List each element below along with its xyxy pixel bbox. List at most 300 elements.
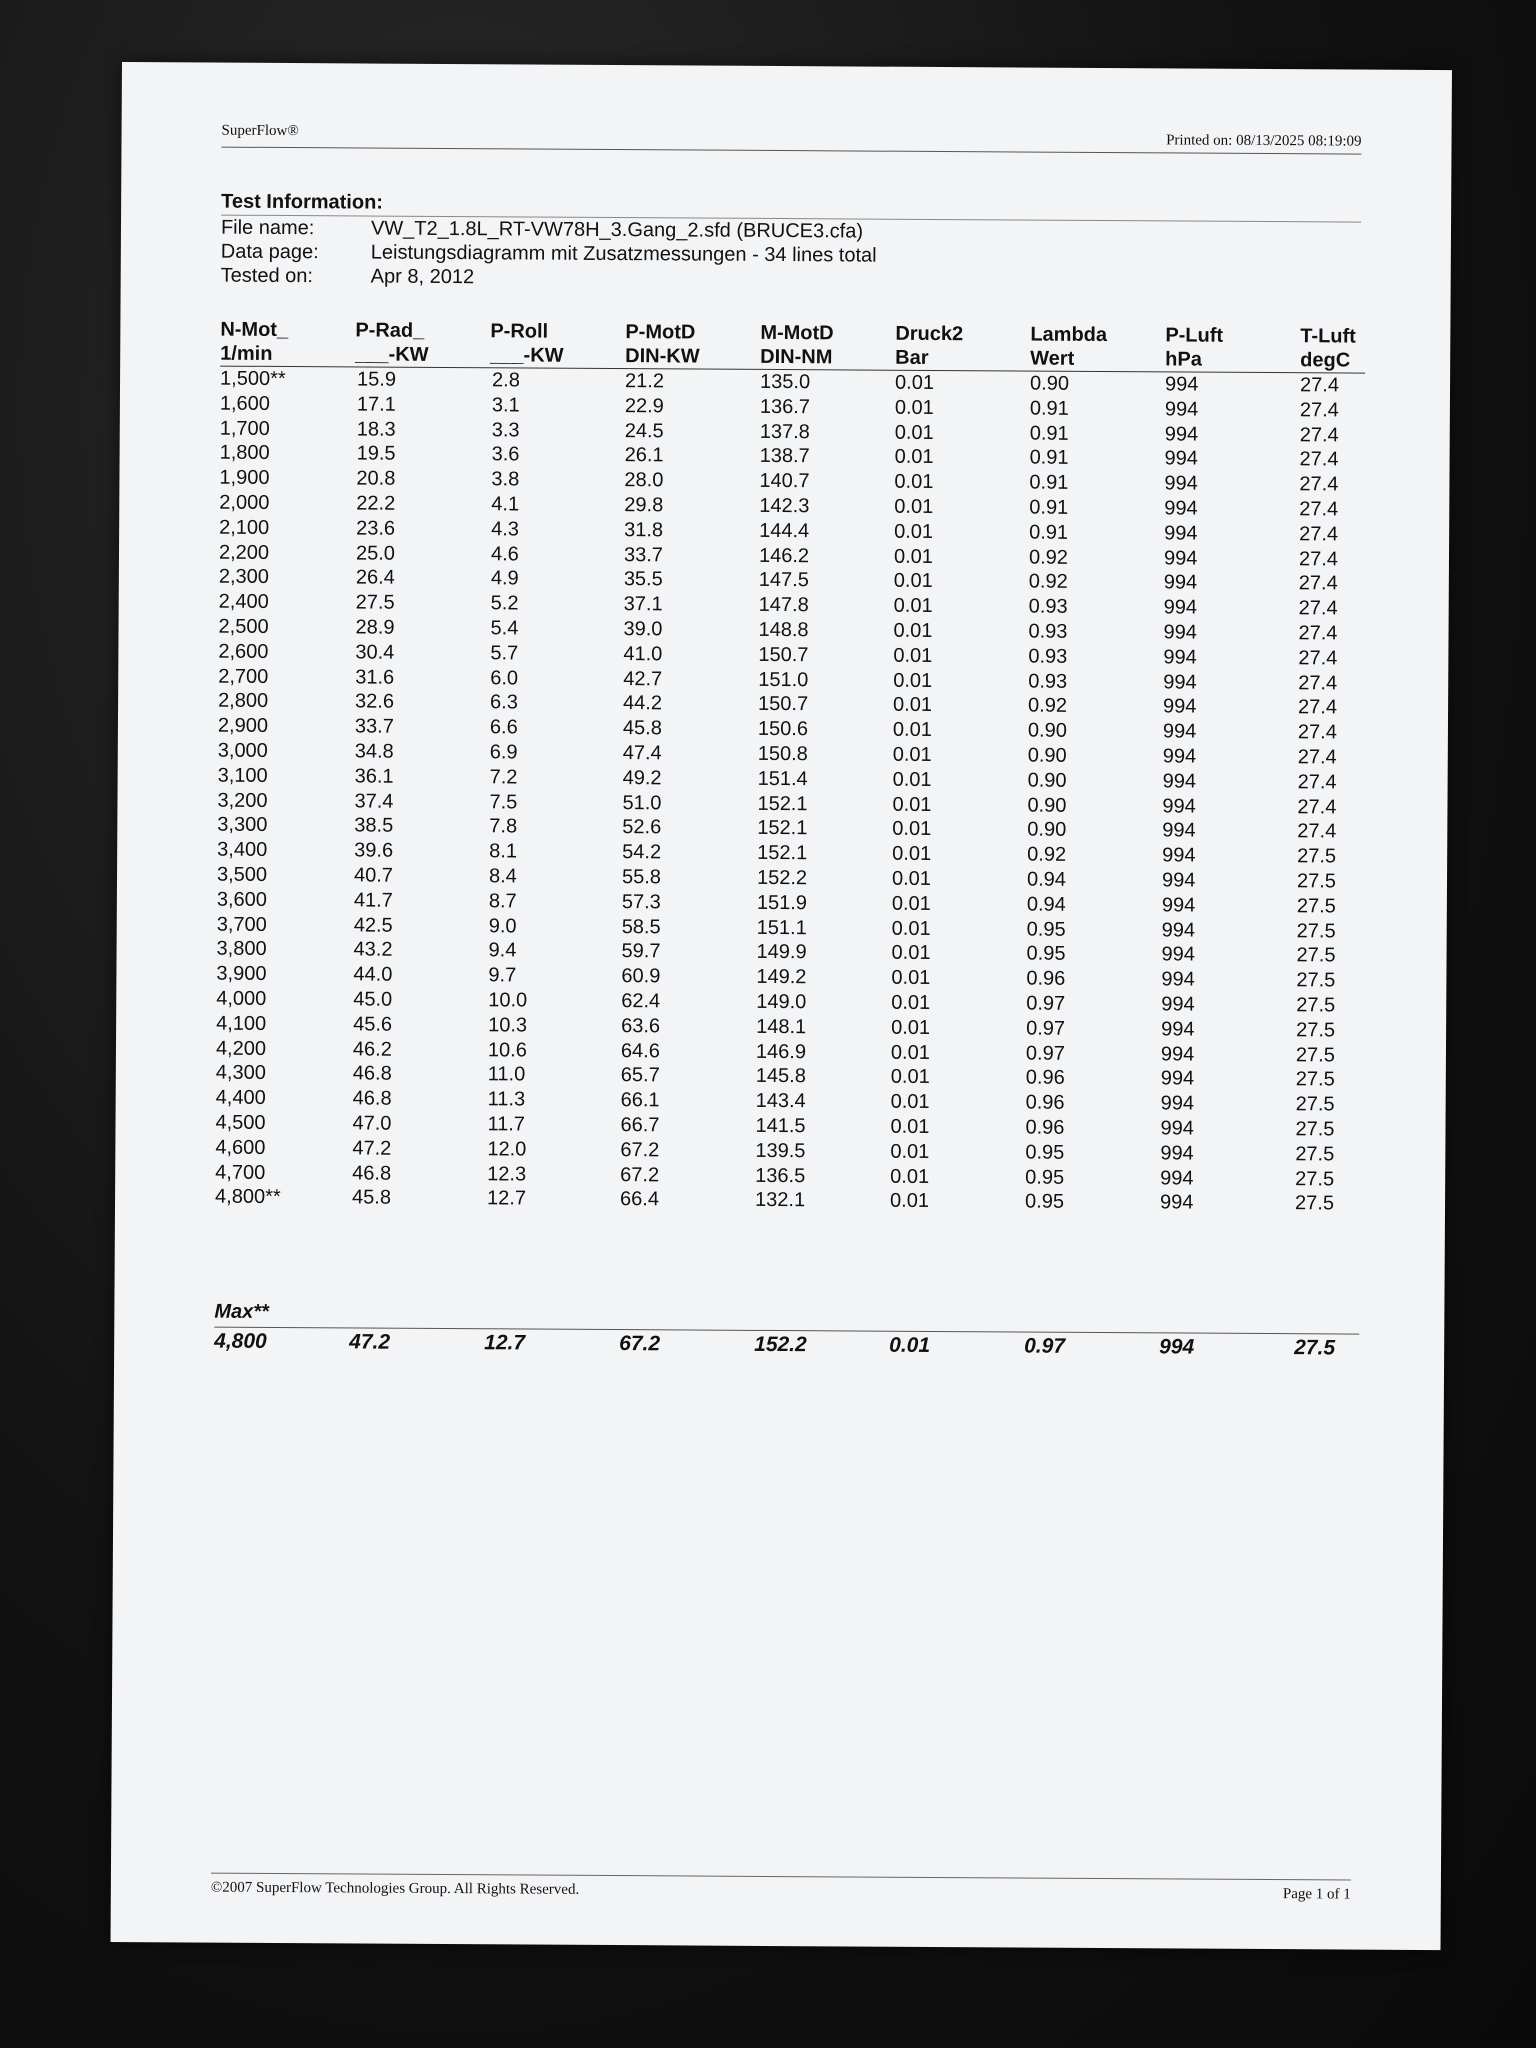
table-cell: 2,000	[219, 491, 270, 514]
column-header-line2: Wert	[1030, 347, 1075, 370]
table-cell: 4,700	[215, 1161, 266, 1184]
max-cell: 47.2	[349, 1330, 391, 1354]
table-cell: 0.01	[892, 842, 932, 866]
table-cell: 994	[1160, 1092, 1195, 1115]
table-cell: 42.5	[353, 913, 393, 937]
table-cell: 0.01	[892, 743, 932, 766]
table-cell: 58.5	[621, 915, 661, 938]
table-cell: 11.3	[487, 1088, 526, 1111]
table-cell: 3,600	[216, 888, 268, 911]
table-cell: 17.1	[356, 393, 396, 416]
table-cell: 55.8	[621, 866, 662, 889]
table-cell: 137.8	[759, 420, 810, 443]
max-cell: 27.5	[1294, 1336, 1336, 1360]
column-header-line1: P-Roll	[490, 320, 549, 343]
table-cell: 1,500**	[220, 367, 286, 391]
table-cell: 67.2	[620, 1163, 660, 1186]
table-cell: 0.01	[894, 495, 934, 518]
max-cell: 0.01	[889, 1333, 931, 1357]
table-cell: 0.91	[1029, 422, 1069, 445]
column-header-line1: P-MotD	[625, 321, 696, 344]
table-cell: 0.01	[893, 619, 933, 642]
column-header-line1: P-Rad_	[355, 319, 425, 342]
info-value: Apr 8, 2012	[370, 265, 475, 289]
table-cell: 0.01	[894, 421, 934, 444]
max-label: Max**	[214, 1300, 269, 1323]
table-cell: 27.4	[1299, 522, 1339, 546]
table-cell: 47.0	[352, 1112, 392, 1135]
table-cell: 150.6	[757, 718, 809, 741]
table-cell: 994	[1161, 869, 1196, 892]
table-cell: 27.4	[1299, 398, 1339, 422]
table-cell: 151.1	[756, 916, 807, 939]
table-cell: 27.4	[1298, 671, 1338, 694]
table-cell: 2,700	[218, 665, 269, 688]
table-cell: 4,300	[215, 1061, 266, 1085]
table-cell: 12.3	[487, 1162, 527, 1185]
table-cell: 994	[1160, 1042, 1195, 1066]
table-cell: 994	[1162, 794, 1196, 818]
table-cell: 27.5	[1296, 894, 1336, 918]
column-header-line2: Bar	[895, 346, 929, 369]
table-cell: 0.91	[1029, 397, 1069, 420]
table-cell: 27.5	[1296, 1018, 1336, 1042]
table-cell: 39.6	[354, 839, 394, 862]
table-cell: 36.1	[354, 765, 394, 788]
table-cell: 46.8	[352, 1087, 392, 1110]
column-header	[625, 320, 760, 369]
table-cell: 11.7	[487, 1113, 526, 1136]
table-cell: 22.2	[356, 492, 396, 515]
column-header-line2: hPa	[1165, 348, 1202, 371]
table-cell: 6.9	[489, 741, 518, 764]
table-cell: 994	[1164, 522, 1198, 545]
table-cell: 66.7	[620, 1113, 660, 1137]
table-cell: 152.2	[756, 866, 808, 890]
table-cell: 994	[1163, 670, 1197, 694]
table-cell: 27.5	[1296, 870, 1337, 893]
table-cell: 4.6	[490, 542, 519, 566]
column-header-line1: P-Luft	[1165, 324, 1224, 347]
table-cell: 994	[1161, 943, 1196, 966]
table-cell: 27.5	[1295, 1043, 1335, 1066]
table-cell: 9.0	[488, 914, 517, 937]
table-cell: 0.91	[1029, 521, 1069, 544]
table-cell: 994	[1159, 1191, 1194, 1214]
table-cell: 994	[1163, 546, 1198, 570]
table-cell: 2,200	[218, 541, 270, 564]
table-cell: 7.8	[489, 815, 518, 838]
table-cell: 12.7	[486, 1187, 527, 1210]
table-cell: 27.4	[1298, 572, 1338, 595]
table-cell: 0.96	[1025, 1116, 1065, 1139]
table-cell: 27.4	[1297, 820, 1337, 843]
table-cell: 0.01	[894, 446, 934, 469]
table-cell: 0.01	[893, 644, 933, 667]
table-cell: 27.5	[1295, 1142, 1335, 1166]
table-cell: 4,000	[216, 987, 267, 1010]
table-cell: 34.8	[354, 740, 394, 763]
printed-page	[111, 62, 1452, 1950]
table-cell: 18.3	[356, 418, 396, 441]
table-cell: 6.6	[489, 716, 518, 739]
table-cell: 46.8	[352, 1062, 392, 1085]
table-cell: 27.4	[1297, 721, 1337, 744]
page-number: Page 1 of 1	[1282, 1886, 1351, 1903]
table-cell: 3,100	[217, 764, 268, 787]
table-cell: 27.4	[1298, 696, 1338, 719]
table-cell: 0.91	[1029, 471, 1069, 494]
table-cell: 149.2	[756, 966, 807, 989]
table-cell: 3.1	[491, 394, 520, 417]
table-cell: 4,100	[216, 1012, 267, 1035]
table-cell: 0.95	[1025, 1166, 1065, 1189]
table-cell: 32.6	[355, 690, 395, 714]
table-cell: 27.5	[1295, 1167, 1335, 1190]
table-cell: 994	[1164, 497, 1198, 520]
table-cell: 150.8	[757, 742, 808, 766]
table-cell: 27.4	[1299, 374, 1340, 397]
table-cell: 0.01	[891, 942, 931, 965]
table-cell: 62.4	[621, 989, 661, 1013]
table-cell: 3.6	[491, 443, 520, 466]
table-cell: 3,300	[217, 813, 268, 837]
table-cell: 0.90	[1029, 372, 1070, 395]
table-cell: 143.4	[755, 1089, 806, 1113]
column-header	[1030, 323, 1165, 372]
column-header-line2: DIN-NM	[760, 345, 833, 369]
table-cell: 2,400	[218, 590, 269, 614]
table-cell: 0.01	[890, 1140, 930, 1163]
max-cell: 12.7	[484, 1331, 526, 1355]
table-cell: 15.9	[356, 368, 397, 391]
column-header	[760, 321, 895, 370]
test-information	[221, 191, 1362, 295]
table-cell: 139.5	[755, 1139, 806, 1162]
table-cell: 5.7	[490, 642, 519, 665]
table-cell: 26.4	[355, 566, 395, 590]
table-cell: 64.6	[620, 1039, 660, 1062]
table-cell: 0.01	[893, 694, 933, 717]
column-header-line1: Druck2	[895, 322, 964, 346]
table-cell: 40.7	[353, 864, 394, 887]
table-cell: 52.6	[622, 816, 662, 839]
table-cell: 135.0	[759, 370, 811, 394]
table-cell: 0.01	[892, 718, 932, 742]
table-cell: 2,900	[217, 714, 269, 738]
brand-label: SuperFlow®	[221, 122, 299, 140]
table-cell: 4,800**	[215, 1185, 281, 1209]
table-cell: 9.4	[488, 939, 517, 962]
table-cell: 0.91	[1029, 446, 1069, 470]
info-value: Leistungsdiagramm mit Zusatzmessungen - 34 lines total	[370, 241, 877, 267]
table-cell: 39.0	[623, 618, 663, 641]
table-cell: 0.01	[893, 594, 933, 618]
table-cell: 994	[1162, 844, 1196, 867]
copyright-text: ©2007 SuperFlow Technologies Group. All Rights Reserved.	[210, 1879, 580, 1898]
table-cell: 994	[1164, 447, 1199, 470]
table-cell: 24.5	[624, 419, 664, 442]
table-cell: 146.9	[755, 1040, 807, 1063]
table-cell: 145.8	[755, 1065, 806, 1088]
table-cell: 0.01	[892, 768, 932, 791]
table-cell: 37.4	[354, 789, 394, 813]
column-header-line1: M-MotD	[760, 321, 834, 345]
table-cell: 0.92	[1028, 546, 1068, 569]
table-cell: 0.01	[891, 917, 931, 940]
table-cell: 0.01	[893, 669, 933, 692]
table-cell: 27.5	[1296, 994, 1336, 1017]
column-header-line2: ___-KW	[490, 344, 564, 367]
table-cell: 60.9	[621, 965, 661, 988]
table-cell: 45.6	[353, 1013, 393, 1036]
info-key: Tested on:	[220, 264, 314, 288]
table-cell: 27.4	[1298, 622, 1338, 645]
table-cell: 0.91	[1029, 496, 1069, 519]
table-cell: 2,100	[219, 516, 270, 539]
column-header	[1300, 324, 1365, 372]
table-cell: 37.1	[623, 593, 663, 616]
column-header-line1: T-Luft	[1300, 325, 1356, 348]
table-cell: 3.3	[491, 418, 520, 442]
table-cell: 0.97	[1026, 992, 1066, 1015]
table-cell: 151.9	[756, 891, 808, 914]
table-cell: 994	[1163, 571, 1198, 594]
table-cell: 31.6	[355, 665, 395, 689]
table-cell: 3,900	[216, 962, 267, 986]
table-cell: 0.90	[1027, 818, 1067, 842]
table-cell: 65.7	[620, 1064, 660, 1087]
table-cell: 146.2	[758, 544, 810, 567]
table-cell: 148.8	[758, 618, 809, 642]
table-cell: 66.1	[620, 1089, 660, 1112]
table-cell: 3,000	[217, 739, 268, 762]
table-cell: 27.5	[1294, 1192, 1335, 1215]
table-cell: 28.9	[355, 616, 395, 639]
table-cell: 152.1	[757, 842, 808, 865]
table-cell: 994	[1164, 422, 1199, 446]
table-cell: 994	[1164, 398, 1199, 421]
table-cell: 994	[1163, 646, 1197, 669]
table-cell: 0.92	[1027, 843, 1067, 866]
table-cell: 0.94	[1026, 868, 1067, 891]
page-footer	[210, 1873, 1351, 1903]
table-cell: 0.01	[893, 545, 933, 568]
table-cell: 0.01	[890, 1066, 930, 1089]
table-cell: 9.7	[488, 964, 517, 987]
table-cell: 994	[1164, 472, 1198, 495]
table-cell: 994	[1162, 770, 1197, 793]
table-cell: 1,700	[219, 417, 270, 440]
table-header	[220, 318, 1365, 374]
table-cell: 0.90	[1027, 719, 1067, 742]
table-cell: 28.0	[624, 469, 664, 492]
table-cell: 27.4	[1299, 448, 1339, 471]
table-cell: 3,200	[217, 789, 268, 812]
table-cell: 29.8	[624, 494, 664, 517]
table-cell: 41.7	[353, 889, 393, 912]
table-cell: 150.7	[758, 643, 809, 666]
column-header-line2: 1/min	[220, 342, 273, 365]
table-cell: 38.5	[354, 814, 394, 838]
table-cell: 3,500	[216, 863, 268, 886]
table-cell: 994	[1162, 819, 1196, 842]
table-cell: 994	[1163, 596, 1198, 619]
table-cell: 994	[1162, 745, 1197, 768]
info-key: Data page:	[220, 240, 319, 264]
table-cell: 66.4	[619, 1188, 660, 1211]
table-cell: 994	[1160, 1117, 1194, 1140]
table-cell: 4.1	[491, 493, 520, 516]
table-cell: 12.0	[487, 1137, 527, 1161]
table-cell: 45.8	[622, 717, 662, 740]
table-cell: 0.93	[1028, 595, 1068, 618]
table-cell: 35.5	[623, 568, 663, 591]
table-cell: 5.4	[490, 617, 519, 640]
table-cell: 4,200	[215, 1037, 267, 1060]
table-cell: 0.90	[1027, 744, 1067, 767]
table-cell: 4,500	[215, 1111, 266, 1134]
table-cell: 147.5	[758, 569, 809, 592]
max-cell: 152.2	[754, 1332, 807, 1357]
table-cell: 0.93	[1028, 670, 1068, 693]
table-cell: 8.1	[489, 840, 518, 863]
table-cell: 0.95	[1025, 1141, 1065, 1164]
table-cell: 0.95	[1026, 942, 1066, 966]
table-cell: 41.0	[623, 642, 663, 666]
table-cell: 0.92	[1028, 570, 1068, 594]
table-cell: 27.4	[1298, 646, 1338, 670]
table-cell: 0.01	[892, 793, 932, 816]
table-cell: 2,500	[218, 615, 269, 638]
table-cell: 994	[1161, 918, 1196, 942]
table-cell: 46.2	[352, 1037, 392, 1061]
column-header-line1: Lambda	[1030, 323, 1108, 347]
table-cell: 148.1	[756, 1015, 807, 1038]
table-cell: 994	[1161, 968, 1195, 991]
table-cell: 0.93	[1028, 620, 1068, 643]
table-cell: 33.7	[623, 543, 664, 566]
table-cell: 149.9	[756, 941, 807, 964]
table-cell: 8.4	[488, 865, 517, 888]
table-cell: 27.5	[355, 591, 395, 614]
table-cell: 0.93	[1028, 645, 1068, 668]
section-title: Test Information:	[221, 191, 1361, 223]
table-cell: 151.0	[758, 668, 809, 691]
table-cell: 0.01	[894, 520, 934, 543]
table-cell: 27.4	[1298, 597, 1338, 620]
column-header-line2: DIN-KW	[625, 345, 700, 368]
max-cell: 0.97	[1024, 1334, 1066, 1358]
table-cell: 994	[1160, 1067, 1195, 1090]
table-cell: 27.4	[1297, 795, 1337, 818]
column-header	[220, 318, 355, 367]
table-cell: 1,800	[219, 441, 270, 465]
table-cell: 0.01	[890, 1165, 930, 1188]
column-header	[895, 322, 1030, 371]
table-cell: 147.8	[758, 594, 809, 617]
table-cell: 0.01	[890, 1090, 930, 1114]
table-cell: 27.5	[1296, 919, 1336, 942]
table-cell: 152.1	[757, 817, 808, 840]
table-cell: 0.01	[894, 371, 935, 394]
table-cell: 27.5	[1296, 969, 1336, 992]
table-cell: 994	[1160, 1142, 1194, 1165]
table-cell: 6.0	[490, 666, 519, 689]
table-cell: 2,800	[218, 689, 269, 713]
table-cell: 994	[1161, 1018, 1195, 1041]
table-cell: 21.2	[624, 370, 665, 393]
table-cell: 23.6	[356, 517, 396, 540]
table-cell: 47.2	[352, 1137, 392, 1160]
table-cell: 27.4	[1298, 547, 1338, 571]
table-cell: 0.01	[891, 966, 931, 990]
table-cell: 63.6	[621, 1014, 661, 1038]
table-cell: 138.7	[759, 445, 810, 468]
table-cell: 45.0	[353, 988, 393, 1011]
table-cell: 3,400	[217, 838, 268, 862]
table-cell: 27.4	[1299, 498, 1339, 521]
table-cell: 26.1	[624, 444, 664, 467]
column-header-line1: N-Mot_	[220, 318, 289, 342]
table-cell: 59.7	[621, 940, 661, 963]
table-cell: 0.01	[894, 470, 934, 494]
table-cell: 31.8	[624, 518, 664, 542]
table-cell: 0.01	[892, 818, 932, 841]
table-cell: 142.3	[759, 494, 810, 518]
table-cell: 11.0	[487, 1063, 526, 1086]
table-cell: 0.90	[1027, 769, 1067, 792]
table-cell: 27.4	[1297, 746, 1337, 769]
table-cell: 0.01	[891, 991, 931, 1014]
table-cell: 0.97	[1025, 1042, 1065, 1065]
table-cell: 51.0	[622, 791, 662, 814]
table-cell: 5.2	[490, 592, 519, 615]
page-header	[221, 123, 1361, 155]
max-cell: 4,800	[214, 1329, 267, 1353]
table-cell: 46.8	[352, 1161, 392, 1185]
table-cell: 994	[1162, 720, 1197, 743]
table-cell: 0.01	[891, 892, 931, 915]
max-row	[214, 1327, 1359, 1361]
table-cell: 2,300	[218, 565, 269, 589]
column-header-line2: ___-KW	[355, 343, 429, 366]
table-cell: 54.2	[622, 841, 662, 864]
table-cell: 2.8	[491, 369, 520, 392]
table-cell: 0.96	[1025, 1091, 1065, 1114]
table-cell: 0.01	[893, 570, 933, 593]
info-value: VW_T2_1.8L_RT-VW78H_3.Gang_2.sfd (BRUCE3.cfa)	[370, 217, 864, 243]
table-cell: 27.4	[1297, 770, 1337, 794]
table-cell: 151.4	[757, 767, 808, 790]
table-cell: 3,700	[216, 913, 267, 936]
table-cell: 25.0	[355, 542, 396, 565]
column-header	[355, 318, 490, 367]
table-cell: 1,600	[219, 392, 271, 415]
table-cell: 141.5	[755, 1114, 806, 1138]
table-cell: 0.90	[1027, 794, 1067, 817]
table-cell: 0.01	[890, 1115, 930, 1138]
table-cell: 27.5	[1297, 845, 1337, 868]
table-cell: 30.4	[355, 641, 395, 664]
table-cell: 994	[1161, 894, 1196, 917]
table-cell: 1,900	[219, 466, 270, 490]
table-cell: 7.2	[489, 766, 518, 789]
data-table	[215, 318, 1365, 1217]
table-cell: 44.0	[353, 963, 393, 986]
table-cell: 0.95	[1024, 1190, 1065, 1214]
table-cell: 0.01	[889, 1190, 930, 1213]
